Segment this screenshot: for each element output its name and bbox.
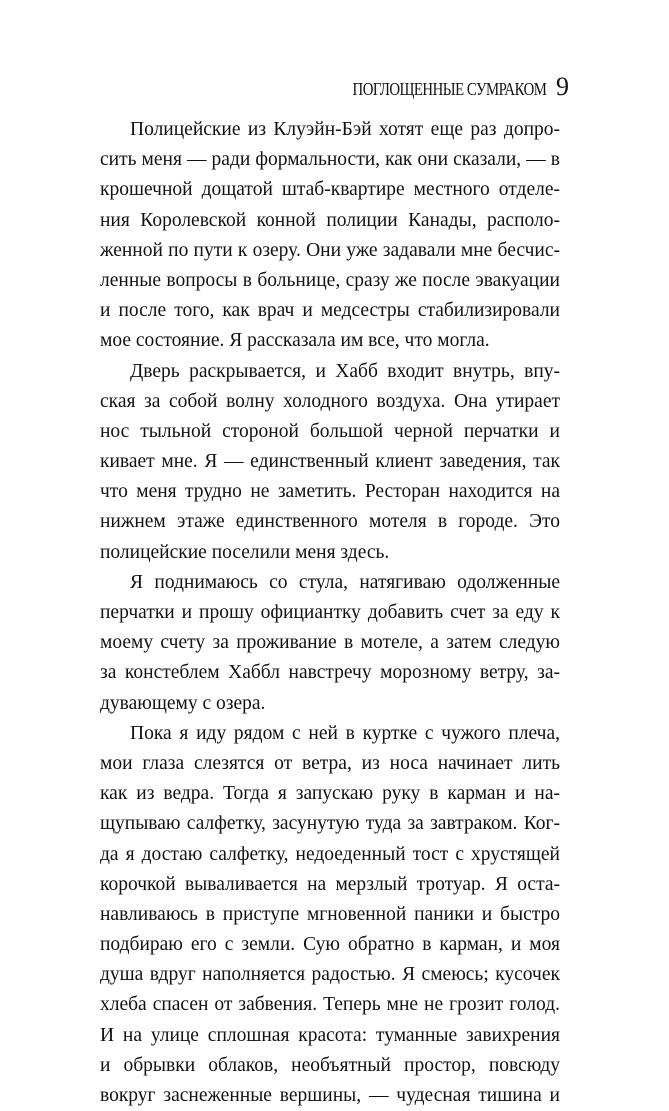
text-line: крошечной дощатой штаб-квартире местного отделе- bbox=[100, 179, 560, 201]
text-line: хлеба спасен от забвения. Теперь мне не грозит голод. bbox=[100, 994, 560, 1016]
running-head bbox=[310, 74, 569, 110]
text-line: мое состояние. Я рассказала им все, что могла. bbox=[100, 330, 490, 352]
text-line: ская за собой волну холодного воздуха. Она утирает bbox=[100, 390, 560, 412]
running-title: ПОГЛОЩЕННЫЕ СУМРАКОМ bbox=[352, 79, 546, 99]
body-text bbox=[100, 115, 560, 1111]
text-line: Полицейские из Клуэйн-Бэй хотят еще раз допро- bbox=[130, 119, 560, 140]
page-number: 9 bbox=[556, 72, 569, 101]
text-line: подбираю его с земли. Сую обратно в карман, и моя bbox=[100, 934, 560, 956]
text-line: за констеблем Хаббл навстречу морозному ветру, за- bbox=[100, 662, 560, 684]
text-line: сить меня — ради формальности, как они сказали, — в bbox=[100, 149, 560, 171]
text-line: корочкой вываливается на мерзлый тротуар. Я оста- bbox=[100, 873, 560, 895]
text-line: Дверь раскрывается, и Хабб входит внутрь, впу- bbox=[130, 360, 560, 382]
text-line: нос тыльной стороной большой черной перчатки и bbox=[100, 420, 560, 442]
text-line: ния Королевской конной полиции Канады, располо- bbox=[100, 209, 560, 231]
text-line: что меня трудно не заметить. Ресторан находится на bbox=[100, 481, 560, 503]
text-line: щупываю салфетку, засунутую туда за завтраком. Ког- bbox=[100, 813, 560, 835]
text-line: полицейские поселили меня здесь. bbox=[100, 541, 390, 563]
text-line: и после того, как врач и медсестры стабилизировали bbox=[100, 300, 560, 322]
text-line: да я достаю салфетку, недоеденный тост с хрустящей bbox=[100, 843, 560, 865]
text-line: душа вдруг наполняется радостью. Я смеюсь; кусочек bbox=[100, 964, 560, 986]
text-line: нижнем этаже единственного мотеля в городе. Это bbox=[100, 511, 560, 533]
text-line: вокруг заснеженные вершины, — чудесная тишина и bbox=[100, 1085, 560, 1106]
text-line: мои глаза слезятся от ветра, из носа начинает лить bbox=[100, 752, 560, 774]
text-line: Пока я иду рядом с ней в куртке с чужого плеча, bbox=[130, 722, 560, 744]
text-line: Я поднимаюсь со стула, натягиваю одолженные bbox=[130, 571, 560, 593]
text-line: моему счету за проживание в мотеле, а затем следую bbox=[100, 632, 560, 654]
text-line: женной по пути к озеру. Они уже задавали мне бесчис- bbox=[100, 239, 560, 261]
text-line: как из ведра. Тогда я запускаю руку в карман и на- bbox=[100, 783, 560, 805]
text-line: дувающему с озера. bbox=[100, 692, 266, 714]
text-line: кивает мне. Я — единственный клиент заведения, так bbox=[100, 451, 560, 473]
text-line: навливаюсь в приступе мгновенной паники и быстро bbox=[100, 903, 560, 925]
text-line: ленные вопросы в больнице, сразу же после эвакуации bbox=[100, 269, 560, 291]
text-line: И на улице сплошная красота: туманные завихрения bbox=[100, 1024, 560, 1046]
text-line: и обрывки облаков, необъятный простор, повсюду bbox=[100, 1054, 560, 1076]
text-line: перчатки и прошу официантку добавить счет за еду к bbox=[100, 602, 560, 623]
